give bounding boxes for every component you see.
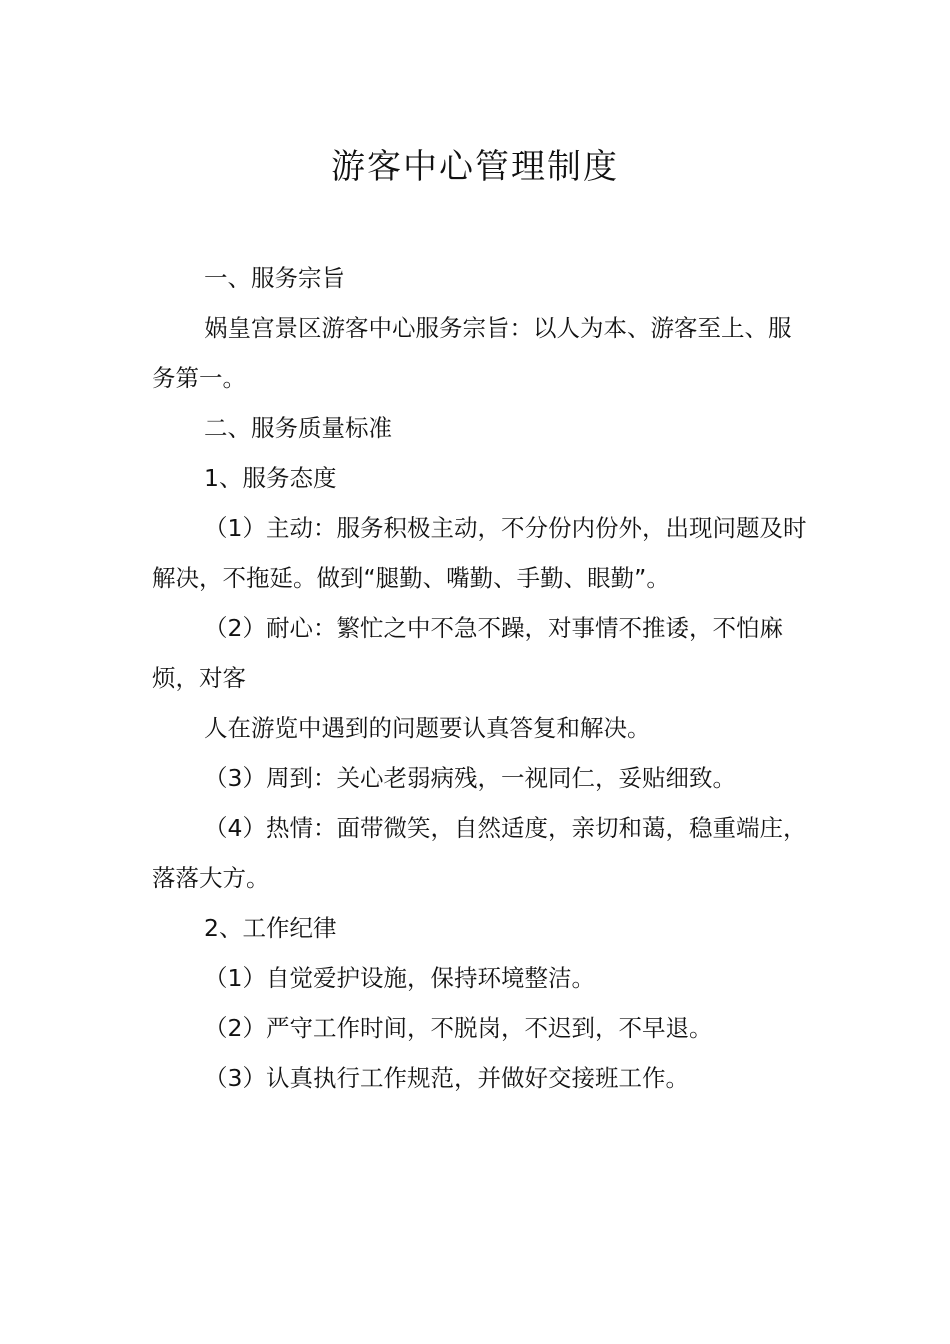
list-item-patience: （2）耐心：繁忙之中不急不躁，对事情不推诿，不怕麻烦，对客	[152, 614, 783, 692]
list-item-protect-facilities: （1）自觉爱护设施，保持环境整洁。	[204, 964, 595, 992]
list-item-shift-handover: （3）认真执行工作规范，并做好交接班工作。	[204, 1064, 689, 1092]
list-item-initiative: （1）主动：服务积极主动，不分份内份外，出现问题及时解决，不拖延。做到“腿勤、嘴勤、手勤、眼勤”。	[152, 514, 807, 592]
document-body	[152, 253, 812, 1103]
document-title: 游客中心管理制度	[331, 147, 619, 187]
list-item-warmth: （4）热情：面带微笑，自然适度，亲切和蔼，稳重端庄，落落大方。	[152, 814, 807, 892]
list-item-thoughtfulness: （3）周到：关心老弱病残，一视同仁，妥贴细致。	[204, 764, 736, 792]
list-item-working-hours: （2）严守工作时间，不脱岗，不迟到，不早退。	[204, 1014, 713, 1042]
subsection-heading-work-discipline: 2、工作纪律	[204, 914, 337, 942]
paragraph-patience-continued: 人在游览中遇到的问题要认真答复和解决。	[204, 714, 651, 742]
paragraph-service-purpose: 娲皇宫景区游客中心服务宗旨：以人为本、游客至上、服务第一。	[152, 314, 792, 392]
subsection-heading-service-attitude: 1、服务态度	[204, 464, 337, 492]
section-heading-service-purpose: 一、服务宗旨	[204, 264, 345, 292]
section-heading-service-quality: 二、服务质量标准	[204, 414, 392, 442]
